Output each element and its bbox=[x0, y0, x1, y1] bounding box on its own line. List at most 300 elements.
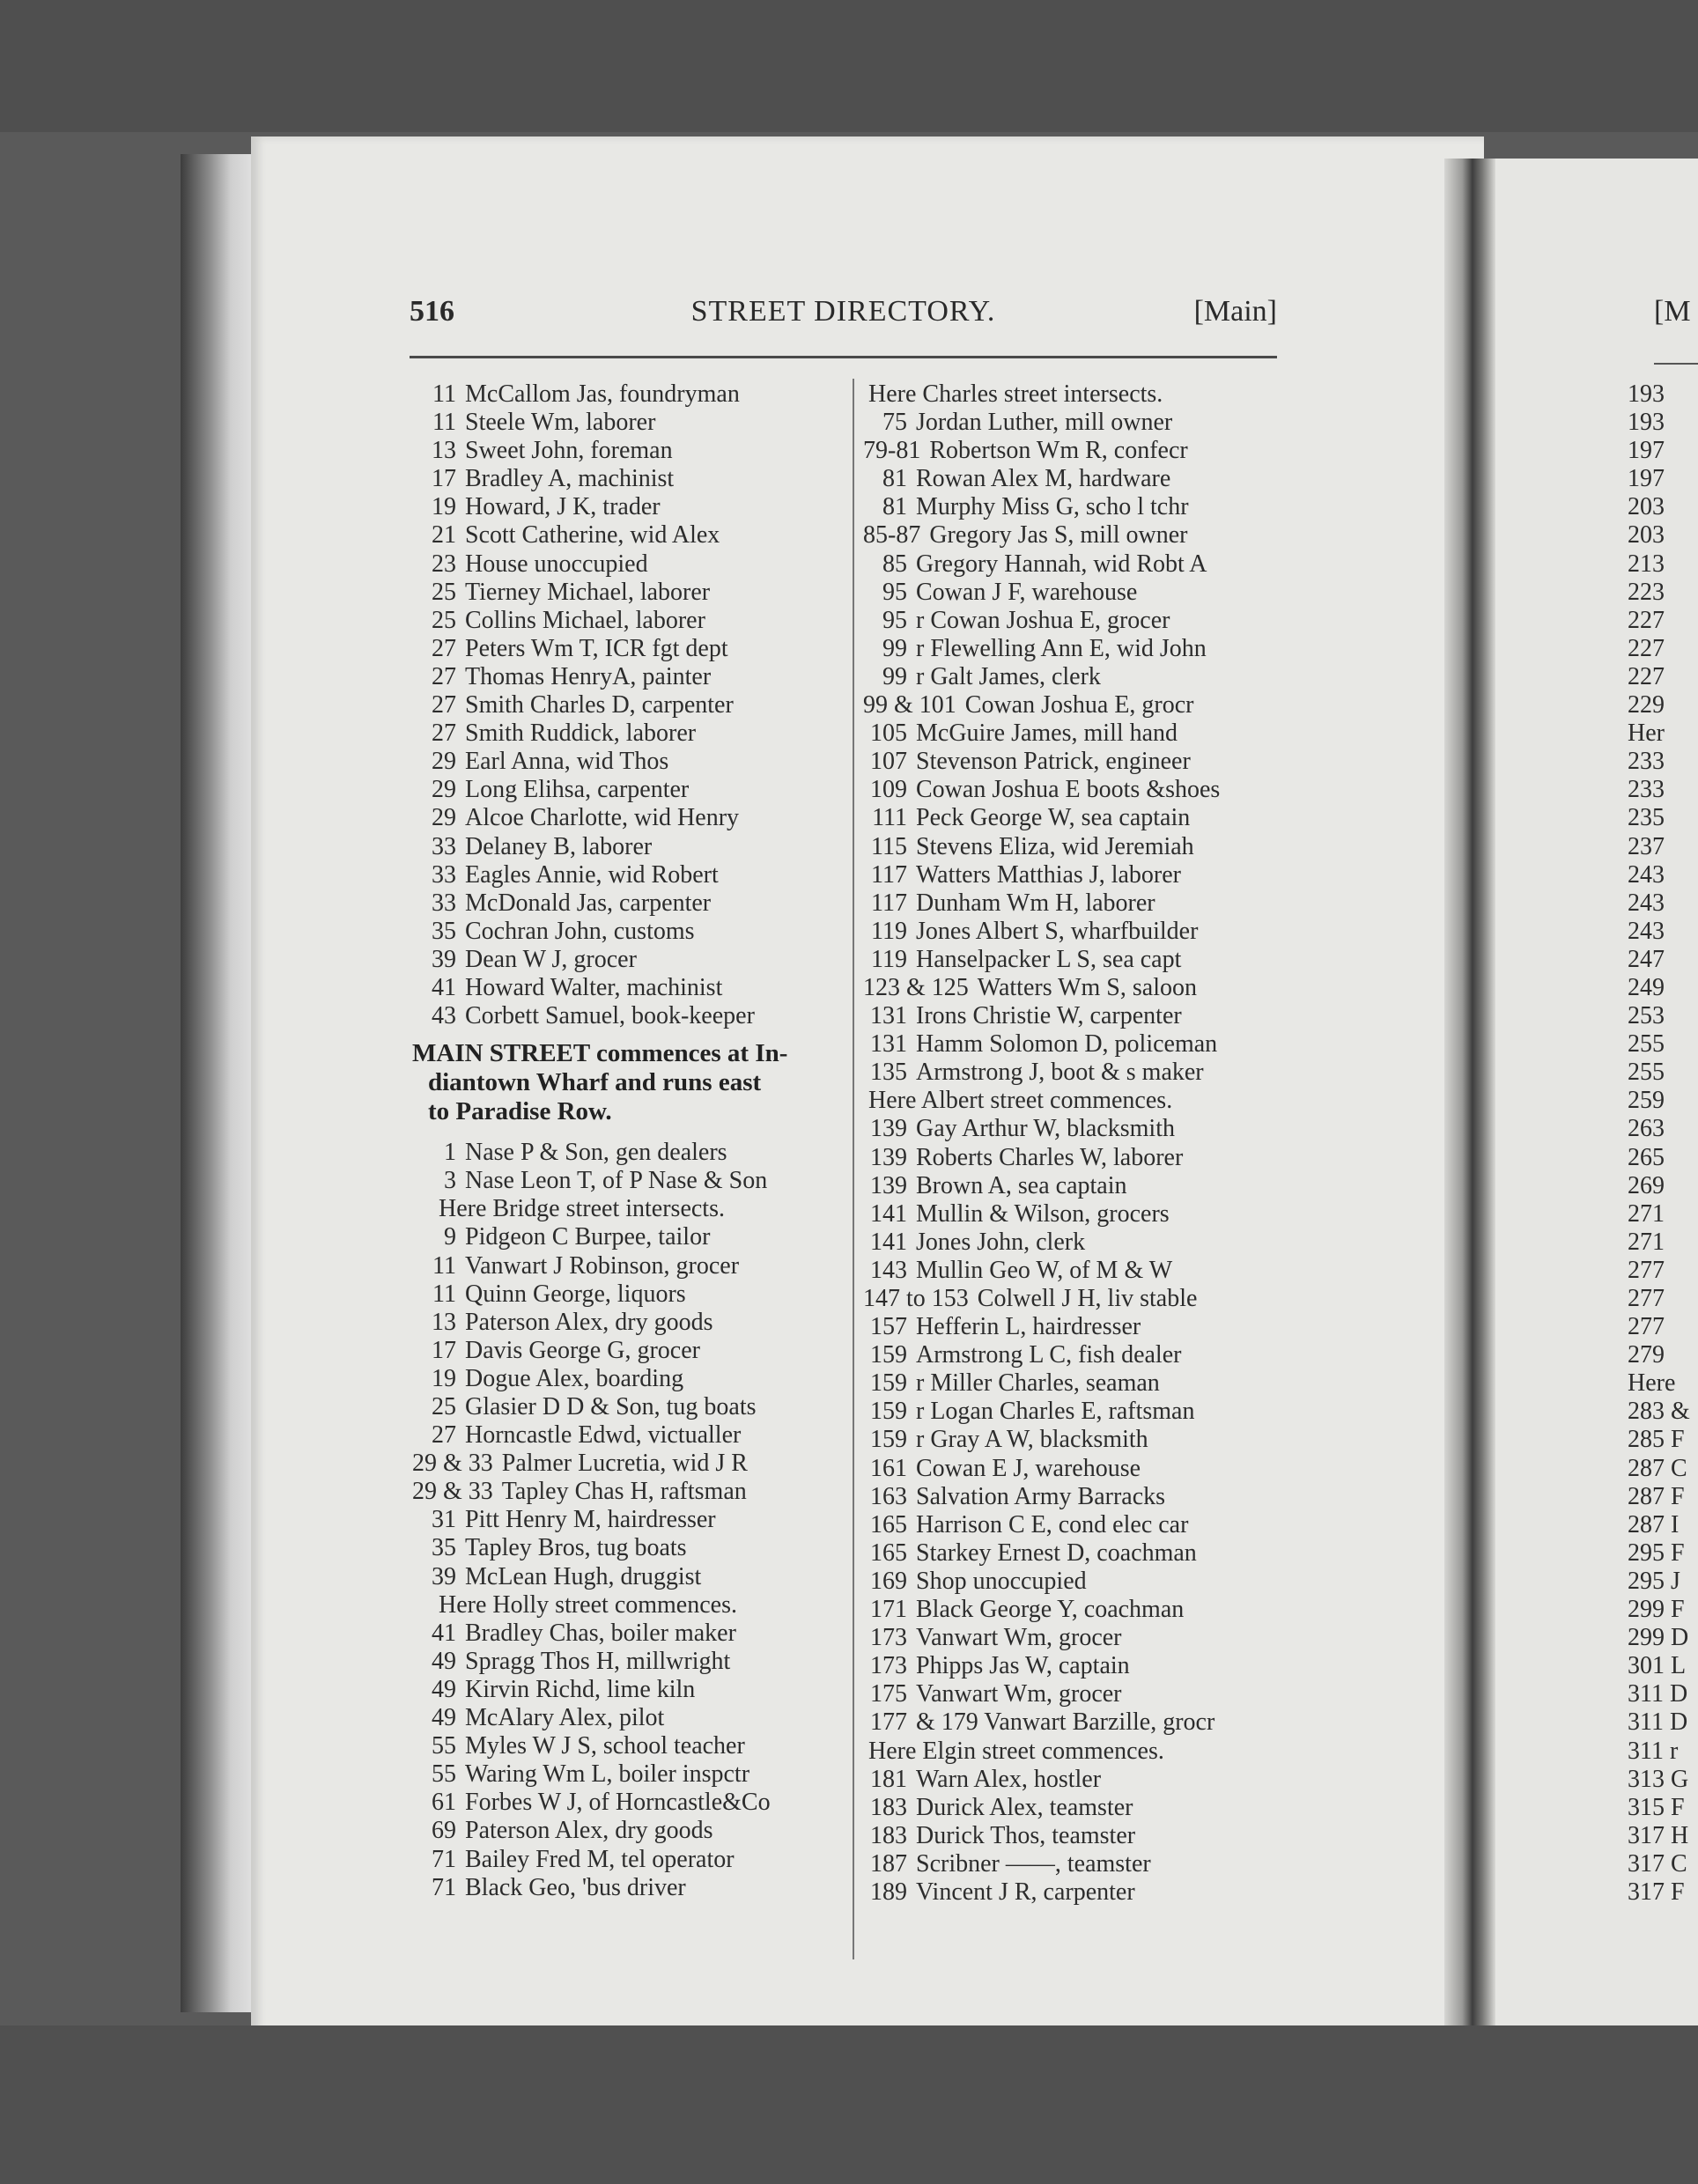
right-page-rule bbox=[1654, 363, 1698, 365]
header-rule bbox=[410, 356, 1277, 358]
resident-name: r Gray A W, blacksmith bbox=[916, 1426, 1148, 1454]
house-number: 183 bbox=[870, 1821, 907, 1849]
directory-entry bbox=[412, 833, 848, 861]
house-number: 3 bbox=[444, 1167, 456, 1195]
note-text: Here Bridge street intersects. bbox=[439, 1195, 725, 1223]
directory-entry bbox=[412, 1704, 848, 1732]
directory-entry bbox=[863, 1568, 1286, 1596]
right-page-entry: 277 bbox=[1628, 1256, 1665, 1284]
house-number: 71 bbox=[432, 1873, 456, 1901]
right-page-entry: 311 D bbox=[1628, 1680, 1688, 1708]
heading-line: to Paradise Row. bbox=[428, 1097, 612, 1126]
house-number: 85 bbox=[882, 550, 907, 578]
middle-column bbox=[863, 380, 1286, 1907]
directory-entry bbox=[863, 409, 1286, 437]
resident-name: Vanwart Wm, grocer bbox=[916, 1680, 1122, 1708]
resident-name: Stevens Eliza, wid Jeremiah bbox=[916, 832, 1194, 860]
resident-name: Gregory Hannah, wid Robt A bbox=[916, 550, 1207, 578]
resident-name: Armstrong J, boot & s maker bbox=[916, 1059, 1204, 1087]
house-number: 117 bbox=[871, 889, 907, 917]
house-number: 29 bbox=[432, 748, 456, 776]
book-gutter bbox=[1444, 159, 1495, 2025]
house-number: 41 bbox=[432, 1619, 456, 1647]
house-number: 81 bbox=[882, 465, 907, 493]
directory-entry bbox=[863, 521, 1286, 550]
resident-name: r Miller Charles, seaman bbox=[916, 1369, 1160, 1398]
directory-entry bbox=[863, 776, 1286, 804]
house-number: 27 bbox=[432, 634, 456, 662]
resident-name: McAlary Alex, pilot bbox=[465, 1704, 665, 1732]
directory-entry bbox=[863, 1878, 1286, 1907]
directory-entry bbox=[863, 1285, 1286, 1313]
directory-entry bbox=[412, 1167, 848, 1195]
house-number: 169 bbox=[870, 1567, 907, 1595]
house-number: 119 bbox=[871, 945, 907, 973]
directory-entry bbox=[412, 1846, 848, 1874]
house-number: 175 bbox=[870, 1680, 907, 1708]
resident-name: Mullin & Wilson, grocers bbox=[916, 1199, 1170, 1228]
left-column bbox=[412, 380, 848, 1902]
right-page-header: [M bbox=[1654, 295, 1691, 328]
right-page-entry: 227 bbox=[1628, 634, 1665, 662]
resident-name: Spragg Thos H, millwright bbox=[465, 1647, 731, 1675]
directory-entry bbox=[863, 1341, 1286, 1369]
house-number: 117 bbox=[871, 860, 907, 889]
resident-name: Cowan J F, warehouse bbox=[916, 578, 1138, 606]
directory-entry bbox=[412, 1676, 848, 1704]
resident-name: Tapley Chas H, raftsman bbox=[501, 1478, 747, 1506]
main-street-heading bbox=[412, 1039, 848, 1126]
right-page-entry: 229 bbox=[1628, 691, 1665, 719]
directory-entry bbox=[863, 691, 1286, 719]
house-number: 131 bbox=[870, 1002, 907, 1030]
house-number: 159 bbox=[870, 1369, 907, 1398]
right-page-entry: 301 L bbox=[1628, 1652, 1687, 1680]
directory-entry bbox=[863, 1030, 1286, 1059]
directory-entry bbox=[412, 1393, 848, 1421]
right-page-entry: 311 r bbox=[1628, 1737, 1679, 1765]
resident-name: Thomas HenryA, painter bbox=[465, 662, 712, 690]
resident-name: Bailey Fred M, tel operator bbox=[465, 1845, 735, 1873]
directory-entry bbox=[412, 748, 848, 776]
resident-name: Jones Albert S, wharfbuilder bbox=[916, 917, 1199, 945]
directory-entry bbox=[412, 1223, 848, 1251]
right-page-entry: 295 J bbox=[1628, 1567, 1680, 1595]
directory-entry bbox=[863, 1426, 1286, 1454]
house-number: 33 bbox=[432, 889, 456, 917]
directory-entry bbox=[863, 946, 1286, 974]
directory-entry bbox=[412, 691, 848, 719]
page-number: 516 bbox=[410, 295, 454, 328]
directory-entry bbox=[863, 465, 1286, 493]
directory-entry bbox=[863, 1822, 1286, 1850]
directory-entry bbox=[863, 889, 1286, 918]
directory-entry bbox=[863, 607, 1286, 635]
house-number: 27 bbox=[432, 691, 456, 719]
directory-entry bbox=[412, 1280, 848, 1309]
house-number: 41 bbox=[432, 973, 456, 1001]
house-number: 75 bbox=[882, 409, 907, 437]
resident-name: Shop unoccupied bbox=[916, 1567, 1087, 1595]
house-number: 27 bbox=[432, 1421, 456, 1450]
resident-name: Bradley A, machinist bbox=[465, 465, 675, 493]
street-intersection-note bbox=[863, 380, 1286, 409]
resident-name: Scribner ——, teamster bbox=[916, 1849, 1151, 1878]
house-number: 35 bbox=[432, 1534, 456, 1562]
house-number: 25 bbox=[432, 578, 456, 606]
house-number: 131 bbox=[870, 1030, 907, 1059]
right-page-entry: 255 bbox=[1628, 1059, 1665, 1087]
directory-entry bbox=[863, 833, 1286, 861]
street-intersection-note bbox=[863, 1087, 1286, 1115]
right-page-entry: 213 bbox=[1628, 550, 1665, 578]
resident-name: Sweet John, foreman bbox=[465, 437, 673, 465]
right-page-entry: 317 C bbox=[1628, 1849, 1687, 1878]
right-page-entry: 277 bbox=[1628, 1313, 1665, 1341]
directory-entry bbox=[412, 380, 848, 409]
directory-entry bbox=[863, 974, 1286, 1002]
house-number: 13 bbox=[432, 1308, 456, 1336]
house-number: 19 bbox=[432, 1364, 456, 1392]
directory-entry bbox=[412, 437, 848, 465]
house-number: 157 bbox=[870, 1313, 907, 1341]
resident-name: McCallom Jas, foundryman bbox=[465, 380, 740, 408]
house-number: 99 bbox=[882, 662, 907, 690]
directory-entry bbox=[863, 1680, 1286, 1708]
house-number: 143 bbox=[870, 1256, 907, 1284]
resident-name: Paterson Alex, dry goods bbox=[465, 1817, 713, 1845]
resident-name: Earl Anna, wid Thos bbox=[465, 748, 669, 776]
right-page-entry: 299 F bbox=[1628, 1596, 1685, 1624]
directory-entry bbox=[863, 437, 1286, 465]
directory-entry bbox=[412, 493, 848, 521]
house-number: 27 bbox=[432, 719, 456, 748]
house-number: 17 bbox=[432, 1336, 456, 1364]
resident-name: Jordan Luther, mill owner bbox=[916, 409, 1173, 437]
directory-entry bbox=[863, 663, 1286, 691]
resident-name: r Cowan Joshua E, grocer bbox=[916, 606, 1170, 634]
resident-name: Myles W J S, school teacher bbox=[465, 1732, 745, 1760]
house-number: 39 bbox=[432, 945, 456, 973]
house-number: 165 bbox=[870, 1538, 907, 1567]
right-page-entry: 315 F bbox=[1628, 1793, 1685, 1821]
resident-name: Cowan E J, warehouse bbox=[916, 1454, 1141, 1482]
right-page-entry: 271 bbox=[1628, 1199, 1665, 1228]
resident-name: r Flewelling Ann E, wid John bbox=[916, 634, 1207, 662]
house-number: 25 bbox=[432, 1393, 456, 1420]
house-number: 187 bbox=[870, 1849, 907, 1878]
house-number: 21 bbox=[432, 521, 456, 550]
house-number: 25 bbox=[432, 606, 456, 634]
right-page-entry: 295 F bbox=[1628, 1538, 1685, 1567]
house-number: 55 bbox=[432, 1760, 456, 1789]
right-page-entry: Here bbox=[1628, 1369, 1676, 1398]
resident-name: Waring Wm L, boiler inspctr bbox=[465, 1760, 750, 1789]
resident-name: Steele Wm, laborer bbox=[465, 409, 656, 437]
directory-entry bbox=[863, 1511, 1286, 1539]
resident-name: Pidgeon C Burpee, tailor bbox=[465, 1223, 711, 1251]
right-page-entry: 193 bbox=[1628, 409, 1665, 437]
resident-name: Hamm Solomon D, policeman bbox=[916, 1030, 1218, 1059]
house-number: 173 bbox=[870, 1624, 907, 1652]
heading-line: diantown Wharf and runs east bbox=[428, 1068, 762, 1097]
street-intersection-note bbox=[412, 1195, 848, 1223]
right-page-entry: 243 bbox=[1628, 889, 1665, 917]
directory-entry bbox=[412, 521, 848, 550]
resident-name: Murphy Miss G, scho l tchr bbox=[916, 493, 1189, 521]
house-number: 61 bbox=[432, 1789, 456, 1817]
right-page-entry: 223 bbox=[1628, 578, 1665, 606]
directory-entry bbox=[863, 1596, 1286, 1624]
house-number: 171 bbox=[870, 1596, 907, 1624]
house-number: 159 bbox=[870, 1341, 907, 1369]
directory-entry bbox=[863, 1766, 1286, 1794]
note-text: Here Charles street intersects. bbox=[868, 380, 1163, 408]
resident-name: Nase Leon T, of P Nase & Son bbox=[465, 1167, 768, 1195]
directory-entry bbox=[412, 918, 848, 946]
directory-entry bbox=[863, 1002, 1286, 1030]
directory-entry bbox=[863, 1455, 1286, 1483]
directory-entry bbox=[412, 550, 848, 579]
right-page-entry: 197 bbox=[1628, 437, 1665, 465]
directory-entry bbox=[412, 889, 848, 918]
resident-name: Forbes W J, of Horncastle&Co bbox=[465, 1789, 771, 1817]
house-number: 11 bbox=[432, 409, 456, 437]
directory-entry bbox=[863, 1257, 1286, 1285]
resident-name: Horncastle Edwd, victualler bbox=[465, 1421, 742, 1450]
house-number: 115 bbox=[871, 832, 907, 860]
directory-entry bbox=[863, 1850, 1286, 1878]
right-page-entry: 287 I bbox=[1628, 1510, 1680, 1538]
directory-entry bbox=[863, 1624, 1286, 1652]
house-number: 23 bbox=[432, 550, 456, 578]
resident-name: Phipps Jas W, captain bbox=[916, 1652, 1130, 1680]
house-number: 111 bbox=[872, 804, 907, 832]
directory-entry bbox=[863, 579, 1286, 607]
house-number: 9 bbox=[444, 1223, 456, 1251]
house-number: 19 bbox=[432, 493, 456, 521]
house-number: 99 & 101 bbox=[863, 691, 956, 719]
resident-name: Hanselpacker L S, sea capt bbox=[916, 945, 1182, 973]
house-number: 43 bbox=[432, 1002, 456, 1030]
directory-entry bbox=[412, 1732, 848, 1760]
resident-name: Corbett Samuel, book-keeper bbox=[465, 1002, 755, 1030]
house-number: 165 bbox=[870, 1510, 907, 1538]
house-number: 95 bbox=[882, 578, 907, 606]
house-number: 119 bbox=[871, 917, 907, 945]
page-title: STREET DIRECTORY. bbox=[690, 295, 996, 328]
house-number: 17 bbox=[432, 465, 456, 493]
resident-name: Delaney B, laborer bbox=[465, 832, 653, 860]
directory-entry bbox=[412, 1309, 848, 1337]
house-number: 135 bbox=[870, 1059, 907, 1087]
house-number: 173 bbox=[870, 1652, 907, 1680]
right-page-entry: 279 bbox=[1628, 1341, 1665, 1369]
right-page-entry: 193 bbox=[1628, 380, 1665, 408]
right-page-entry: 243 bbox=[1628, 917, 1665, 945]
resident-name: Smith Ruddick, laborer bbox=[465, 719, 697, 748]
resident-name: Collins Michael, laborer bbox=[465, 606, 705, 634]
right-page-entry: 271 bbox=[1628, 1228, 1665, 1256]
house-number: 99 bbox=[882, 634, 907, 662]
house-number: 163 bbox=[870, 1482, 907, 1510]
directory-entry bbox=[412, 1450, 848, 1478]
right-page-entry: 313 G bbox=[1628, 1765, 1689, 1793]
house-number: 79-81 bbox=[863, 437, 921, 465]
directory-entry bbox=[412, 1421, 848, 1450]
house-number: 39 bbox=[432, 1562, 456, 1590]
house-number: 29 & 33 bbox=[412, 1450, 493, 1478]
resident-name: r Logan Charles E, raftsman bbox=[916, 1398, 1195, 1426]
heading-line: MAIN STREET commences at In- bbox=[412, 1039, 788, 1068]
directory-entry bbox=[412, 1620, 848, 1648]
resident-name: Cowan Joshua E, grocr bbox=[964, 691, 1194, 719]
directory-entry bbox=[863, 1059, 1286, 1087]
directory-entry bbox=[412, 607, 848, 635]
directory-entry bbox=[863, 1794, 1286, 1822]
right-page-entry: 311 D bbox=[1628, 1708, 1688, 1737]
resident-name: Warn Alex, hostler bbox=[916, 1765, 1102, 1793]
right-page-entry: 227 bbox=[1628, 606, 1665, 634]
resident-name: Glasier D D & Son, tug boats bbox=[465, 1393, 757, 1420]
house-number: 33 bbox=[432, 860, 456, 889]
right-page-entry: 285 F bbox=[1628, 1426, 1685, 1454]
street-intersection-note bbox=[412, 1591, 848, 1620]
house-number: 33 bbox=[432, 832, 456, 860]
house-number: 31 bbox=[432, 1506, 456, 1534]
resident-name: Harrison C E, cond elec car bbox=[916, 1510, 1189, 1538]
house-number: 55 bbox=[432, 1732, 456, 1760]
resident-name: Smith Charles D, carpenter bbox=[465, 691, 734, 719]
house-number: 139 bbox=[870, 1115, 907, 1143]
directory-entry bbox=[412, 635, 848, 663]
right-page-entry: 233 bbox=[1628, 776, 1665, 804]
house-number: 141 bbox=[870, 1228, 907, 1256]
resident-name: Starkey Ernest D, coachman bbox=[916, 1538, 1197, 1567]
right-page-entry: 237 bbox=[1628, 832, 1665, 860]
right-page-entry: 203 bbox=[1628, 493, 1665, 521]
directory-entry bbox=[412, 465, 848, 493]
directory-entry bbox=[863, 1708, 1286, 1737]
resident-name: Peck George W, sea captain bbox=[916, 804, 1191, 832]
house-number: 189 bbox=[870, 1878, 907, 1906]
directory-entry bbox=[412, 861, 848, 889]
scan-background-bottom bbox=[0, 2025, 1698, 2184]
directory-entry bbox=[863, 748, 1286, 776]
resident-name: Cochran John, customs bbox=[465, 917, 695, 945]
resident-name: Scott Catherine, wid Alex bbox=[465, 521, 720, 550]
resident-name: Tierney Michael, laborer bbox=[465, 578, 711, 606]
house-number: 85-87 bbox=[863, 521, 921, 550]
right-page-entry: 255 bbox=[1628, 1030, 1665, 1059]
right-page-entry: 249 bbox=[1628, 973, 1665, 1001]
directory-entry bbox=[412, 1817, 848, 1845]
right-page-entry: 269 bbox=[1628, 1171, 1665, 1199]
right-page-entry: 203 bbox=[1628, 521, 1665, 550]
house-number: 69 bbox=[432, 1817, 456, 1845]
left-entries-b bbox=[412, 1139, 848, 1902]
resident-name: Irons Christie W, carpenter bbox=[916, 1002, 1182, 1030]
resident-name: Dogue Alex, boarding bbox=[465, 1364, 684, 1392]
resident-name: Quinn George, liquors bbox=[465, 1280, 686, 1308]
right-page-entry: 233 bbox=[1628, 748, 1665, 776]
house-number: 11 bbox=[432, 380, 456, 408]
house-number: 183 bbox=[870, 1793, 907, 1821]
right-page-entry: 317 H bbox=[1628, 1821, 1689, 1849]
house-number: 107 bbox=[870, 748, 907, 776]
resident-name: House unoccupied bbox=[465, 550, 648, 578]
directory-entry bbox=[863, 918, 1286, 946]
directory-entry bbox=[412, 974, 848, 1002]
directory-entry bbox=[863, 804, 1286, 832]
right-page-entry: 259 bbox=[1628, 1087, 1665, 1115]
resident-name: Howard Walter, machinist bbox=[465, 973, 723, 1001]
resident-name: Stevenson Patrick, engineer bbox=[916, 748, 1191, 776]
resident-name: McDonald Jas, carpenter bbox=[465, 889, 712, 917]
resident-name: Vincent J R, carpenter bbox=[916, 1878, 1135, 1906]
page-header bbox=[410, 295, 1277, 339]
running-head-street: [Main] bbox=[1193, 295, 1277, 328]
resident-name: Brown A, sea captain bbox=[916, 1171, 1127, 1199]
directory-entry bbox=[863, 1144, 1286, 1172]
resident-name: Gregory Jas S, mill owner bbox=[929, 521, 1188, 550]
right-page-entry: 235 bbox=[1628, 804, 1665, 832]
note-text: Here Holly street commences. bbox=[439, 1590, 737, 1619]
house-number: 49 bbox=[432, 1704, 456, 1732]
directory-entry bbox=[412, 1139, 848, 1167]
resident-name: Dunham Wm H, laborer bbox=[916, 889, 1155, 917]
resident-name: Cowan Joshua E boots &shoes bbox=[916, 776, 1221, 804]
right-page-entry: 227 bbox=[1628, 662, 1665, 690]
column-divider bbox=[853, 379, 854, 1959]
directory-entry bbox=[412, 719, 848, 748]
right-page-entry: 317 F bbox=[1628, 1878, 1685, 1906]
resident-name: Paterson Alex, dry goods bbox=[465, 1308, 713, 1336]
house-number: 161 bbox=[870, 1454, 907, 1482]
directory-entry bbox=[412, 776, 848, 804]
house-number: 139 bbox=[870, 1143, 907, 1171]
resident-name: Tapley Bros, tug boats bbox=[465, 1534, 687, 1562]
house-number: 13 bbox=[432, 437, 456, 465]
house-number: 49 bbox=[432, 1647, 456, 1675]
note-text: Here Albert street commences. bbox=[868, 1087, 1173, 1115]
directory-entry bbox=[863, 1200, 1286, 1228]
directory-entry bbox=[863, 1539, 1286, 1568]
directory-entry bbox=[863, 1483, 1286, 1511]
house-number: 159 bbox=[870, 1426, 907, 1454]
right-page-entry: 253 bbox=[1628, 1002, 1665, 1030]
resident-name: Vanwart J Robinson, grocer bbox=[465, 1251, 740, 1280]
right-page-entry: 263 bbox=[1628, 1115, 1665, 1143]
directory-entry bbox=[412, 1506, 848, 1534]
right-page-entry: 287 F bbox=[1628, 1482, 1685, 1510]
resident-name: Kirvin Richd, lime kiln bbox=[465, 1675, 696, 1703]
directory-entry bbox=[863, 861, 1286, 889]
middle-entries bbox=[863, 380, 1286, 1907]
resident-name: Bradley Chas, boiler maker bbox=[465, 1619, 736, 1647]
note-text: Here Elgin street commences. bbox=[868, 1737, 1164, 1765]
directory-entry bbox=[863, 1115, 1286, 1143]
resident-name: Long Elihsa, carpenter bbox=[465, 776, 690, 804]
resident-name: McGuire James, mill hand bbox=[916, 719, 1178, 748]
house-number: 27 bbox=[432, 662, 456, 690]
house-number: 11 bbox=[432, 1251, 456, 1280]
right-page-entry: 247 bbox=[1628, 945, 1665, 973]
house-number: 29 & 33 bbox=[412, 1478, 493, 1506]
directory-entry bbox=[412, 1337, 848, 1365]
resident-name: Gay Arthur W, blacksmith bbox=[916, 1115, 1175, 1143]
resident-name: Eagles Annie, wid Robert bbox=[465, 860, 719, 889]
